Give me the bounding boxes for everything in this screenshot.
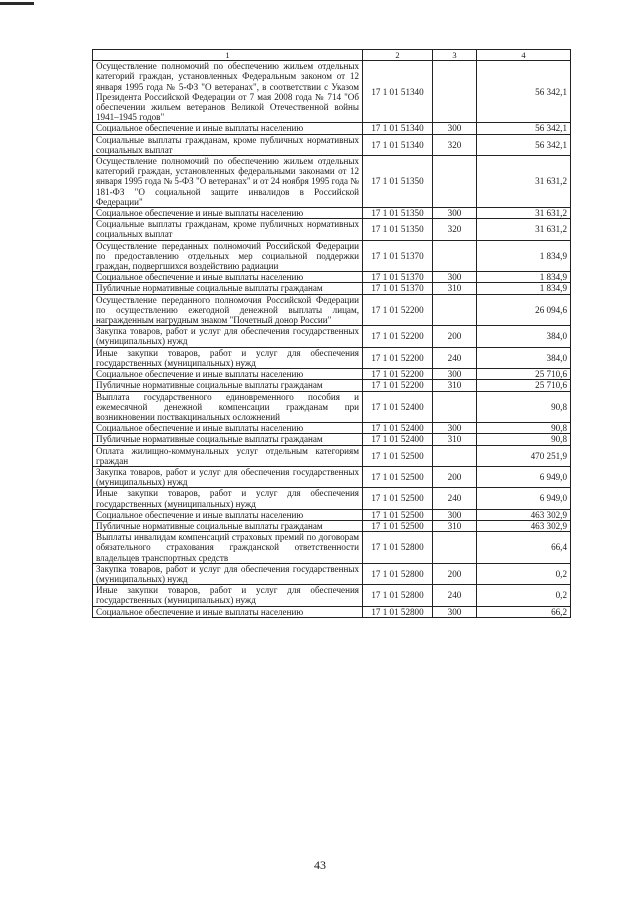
row-code-cell: 17 1 01 51370 (363, 240, 433, 272)
row-name-cell: Иные закупки товаров, работ и услуг для обеспечения государственных (муниципальных) нужд (93, 488, 363, 509)
row-expense-type-cell: 200 (433, 466, 477, 487)
row-amount-cell: 56 342,1 (477, 123, 571, 134)
table-row (93, 283, 571, 294)
row-expense-type-cell: 320 (433, 219, 477, 240)
row-name-cell: Социальное обеспечение и иные выплаты населению (93, 606, 363, 617)
row-name-cell: Выплата государственного единовременного пособия и ежемесячной денежной компенсации гражданам при возникновении поствакцинальных осложнений (93, 391, 363, 423)
row-expense-type-cell: 300 (433, 606, 477, 617)
table-row (93, 369, 571, 380)
row-expense-type-cell: 310 (433, 380, 477, 391)
table-row (93, 294, 571, 326)
row-code-cell: 17 1 01 52400 (363, 423, 433, 434)
row-code-cell: 17 1 01 52500 (363, 509, 433, 520)
table-row (93, 391, 571, 423)
row-code-cell: 17 1 01 52800 (363, 532, 433, 564)
row-expense-type-cell: 310 (433, 283, 477, 294)
row-code-cell: 17 1 01 51370 (363, 272, 433, 283)
row-amount-cell: 66,4 (477, 532, 571, 564)
row-amount-cell: 463 302,9 (477, 509, 571, 520)
row-amount-cell: 6 949,0 (477, 488, 571, 509)
row-expense-type-cell: 300 (433, 272, 477, 283)
row-code-cell: 17 1 01 52200 (363, 326, 433, 347)
row-amount-cell: 1 834,9 (477, 283, 571, 294)
row-amount-cell: 384,0 (477, 326, 571, 347)
row-code-cell: 17 1 01 51350 (363, 208, 433, 219)
row-amount-cell: 26 094,6 (477, 294, 571, 326)
table-row (93, 488, 571, 509)
row-amount-cell: 31 631,2 (477, 156, 571, 208)
table-row (93, 606, 571, 617)
table-row (93, 380, 571, 391)
row-expense-type-cell: 300 (433, 369, 477, 380)
row-name-cell: Социальное обеспечение и иные выплаты населению (93, 509, 363, 520)
row-code-cell: 17 1 01 52500 (363, 520, 433, 531)
row-expense-type-cell (433, 156, 477, 208)
row-code-cell: 17 1 01 52400 (363, 434, 433, 445)
row-amount-cell: 0,2 (477, 585, 571, 606)
column-header-4: 4 (477, 50, 571, 61)
row-name-cell: Закупка товаров, работ и услуг для обеспечения государственных (муниципальных) нужд (93, 466, 363, 487)
table-row (93, 326, 571, 347)
row-expense-type-cell: 200 (433, 563, 477, 584)
table-row (93, 123, 571, 134)
row-name-cell: Социальное обеспечение и иные выплаты населению (93, 123, 363, 134)
row-code-cell: 17 1 01 51370 (363, 283, 433, 294)
table-body (93, 61, 571, 618)
row-amount-cell: 1 834,9 (477, 272, 571, 283)
row-amount-cell: 90,8 (477, 391, 571, 423)
row-code-cell: 17 1 01 52200 (363, 380, 433, 391)
column-header-1: 1 (93, 50, 363, 61)
table-row (93, 520, 571, 531)
page-number: 43 (314, 858, 326, 872)
row-code-cell: 17 1 01 51350 (363, 156, 433, 208)
row-name-cell: Социальное обеспечение и иные выплаты населению (93, 208, 363, 219)
row-amount-cell: 56 342,1 (477, 134, 571, 155)
row-expense-type-cell (433, 61, 477, 123)
row-amount-cell: 0,2 (477, 563, 571, 584)
row-name-cell: Осуществление полномочий по обеспечению жильем отдельных категорий граждан, установленных Федеральным законом от 12 января 1995 года № 5-ФЗ "О ветеранах", в соответствии с Указом Президента Российской Федерации от 7 мая 2008 года № 714 "Об обеспечении жильем ветеранов Великой Отечественной войны 1941–1945 годов" (93, 61, 363, 123)
row-amount-cell: 31 631,2 (477, 208, 571, 219)
budget-table (92, 49, 571, 618)
row-expense-type-cell: 300 (433, 208, 477, 219)
column-header-2: 2 (363, 50, 433, 61)
row-name-cell: Иные закупки товаров, работ и услуг для обеспечения государственных (муниципальных) нужд (93, 585, 363, 606)
row-amount-cell: 463 302,9 (477, 520, 571, 531)
row-name-cell: Публичные нормативные социальные выплаты гражданам (93, 434, 363, 445)
row-name-cell: Осуществление переданных полномочий Российской Федерации по предоставлению отдельных мер социальной поддержки граждан, подвергшихся воздействию радиации (93, 240, 363, 272)
row-expense-type-cell: 240 (433, 347, 477, 368)
row-name-cell: Социальное обеспечение и иные выплаты населению (93, 272, 363, 283)
table-row (93, 563, 571, 584)
table-row (93, 466, 571, 487)
row-code-cell: 17 1 01 51340 (363, 123, 433, 134)
row-amount-cell: 384,0 (477, 347, 571, 368)
row-expense-type-cell: 200 (433, 326, 477, 347)
row-expense-type-cell: 300 (433, 423, 477, 434)
row-amount-cell: 25 710,6 (477, 369, 571, 380)
table-row (93, 156, 571, 208)
row-code-cell: 17 1 01 51340 (363, 134, 433, 155)
table-row (93, 240, 571, 272)
table-row (93, 208, 571, 219)
row-amount-cell: 6 949,0 (477, 466, 571, 487)
row-code-cell: 17 1 01 52200 (363, 347, 433, 368)
row-code-cell: 17 1 01 51340 (363, 61, 433, 123)
table-row (93, 423, 571, 434)
row-name-cell: Закупка товаров, работ и услуг для обеспечения государственных (муниципальных) нужд (93, 326, 363, 347)
row-code-cell: 17 1 01 52200 (363, 294, 433, 326)
row-expense-type-cell: 240 (433, 488, 477, 509)
row-name-cell: Осуществление переданного полномочия Российской Федерации по осуществлению ежегодной денежной выплаты лицам, награжденным нагрудным знаком "Почетный донор России" (93, 294, 363, 326)
row-code-cell: 17 1 01 52400 (363, 391, 433, 423)
corner-scan-mark (0, 2, 34, 5)
table-row (93, 434, 571, 445)
row-expense-type-cell: 310 (433, 434, 477, 445)
row-name-cell: Иные закупки товаров, работ и услуг для обеспечения государственных (муниципальных) нужд (93, 347, 363, 368)
table-row (93, 532, 571, 564)
row-expense-type-cell (433, 391, 477, 423)
row-expense-type-cell: 320 (433, 134, 477, 155)
row-code-cell: 17 1 01 52500 (363, 445, 433, 466)
row-expense-type-cell (433, 532, 477, 564)
row-name-cell: Социальные выплаты гражданам, кроме публичных нормативных социальных выплат (93, 134, 363, 155)
row-expense-type-cell: 310 (433, 520, 477, 531)
row-code-cell: 17 1 01 52800 (363, 606, 433, 617)
row-code-cell: 17 1 01 52800 (363, 563, 433, 584)
table-row (93, 219, 571, 240)
row-expense-type-cell: 240 (433, 585, 477, 606)
table-row (93, 134, 571, 155)
row-code-cell: 17 1 01 52800 (363, 585, 433, 606)
row-name-cell: Публичные нормативные социальные выплаты гражданам (93, 283, 363, 294)
table-row (93, 585, 571, 606)
row-name-cell: Закупка товаров, работ и услуг для обеспечения государственных (муниципальных) нужд (93, 563, 363, 584)
row-name-cell: Социальное обеспечение и иные выплаты населению (93, 423, 363, 434)
table-row (93, 61, 571, 123)
table-row (93, 509, 571, 520)
row-name-cell: Социальные выплаты гражданам, кроме публичных нормативных социальных выплат (93, 219, 363, 240)
row-amount-cell: 90,8 (477, 434, 571, 445)
row-name-cell: Социальное обеспечение и иные выплаты населению (93, 369, 363, 380)
row-name-cell: Оплата жилищно-коммунальных услуг отдельным категориям граждан (93, 445, 363, 466)
row-amount-cell: 1 834,9 (477, 240, 571, 272)
table-row (93, 445, 571, 466)
row-amount-cell: 470 251,9 (477, 445, 571, 466)
row-code-cell: 17 1 01 52500 (363, 466, 433, 487)
row-amount-cell: 25 710,6 (477, 380, 571, 391)
row-name-cell: Выплаты инвалидам компенсаций страховых премий по договорам обязательного страхования гражданской ответственности владельцев транспортных средств (93, 532, 363, 564)
row-code-cell: 17 1 01 51350 (363, 219, 433, 240)
row-expense-type-cell (433, 445, 477, 466)
row-amount-cell: 31 631,2 (477, 219, 571, 240)
row-amount-cell: 90,8 (477, 423, 571, 434)
row-code-cell: 17 1 01 52500 (363, 488, 433, 509)
row-name-cell: Публичные нормативные социальные выплаты гражданам (93, 380, 363, 391)
row-expense-type-cell: 300 (433, 509, 477, 520)
column-number-row (93, 50, 571, 61)
row-expense-type-cell (433, 294, 477, 326)
column-header-3: 3 (433, 50, 477, 61)
row-code-cell: 17 1 01 52200 (363, 369, 433, 380)
row-name-cell: Публичные нормативные социальные выплаты гражданам (93, 520, 363, 531)
row-name-cell: Осуществление полномочий по обеспечению жильем отдельных категорий граждан, установленных федеральными законами от 12 января 1995 года № 5-ФЗ "О ветеранах" и от 24 ноября 1995 года № 181-ФЗ "О социальной защите инвалидов в Российской Федерации" (93, 156, 363, 208)
table-row (93, 272, 571, 283)
row-amount-cell: 56 342,1 (477, 61, 571, 123)
row-amount-cell: 66,2 (477, 606, 571, 617)
row-expense-type-cell (433, 240, 477, 272)
row-expense-type-cell: 300 (433, 123, 477, 134)
table-row (93, 347, 571, 368)
